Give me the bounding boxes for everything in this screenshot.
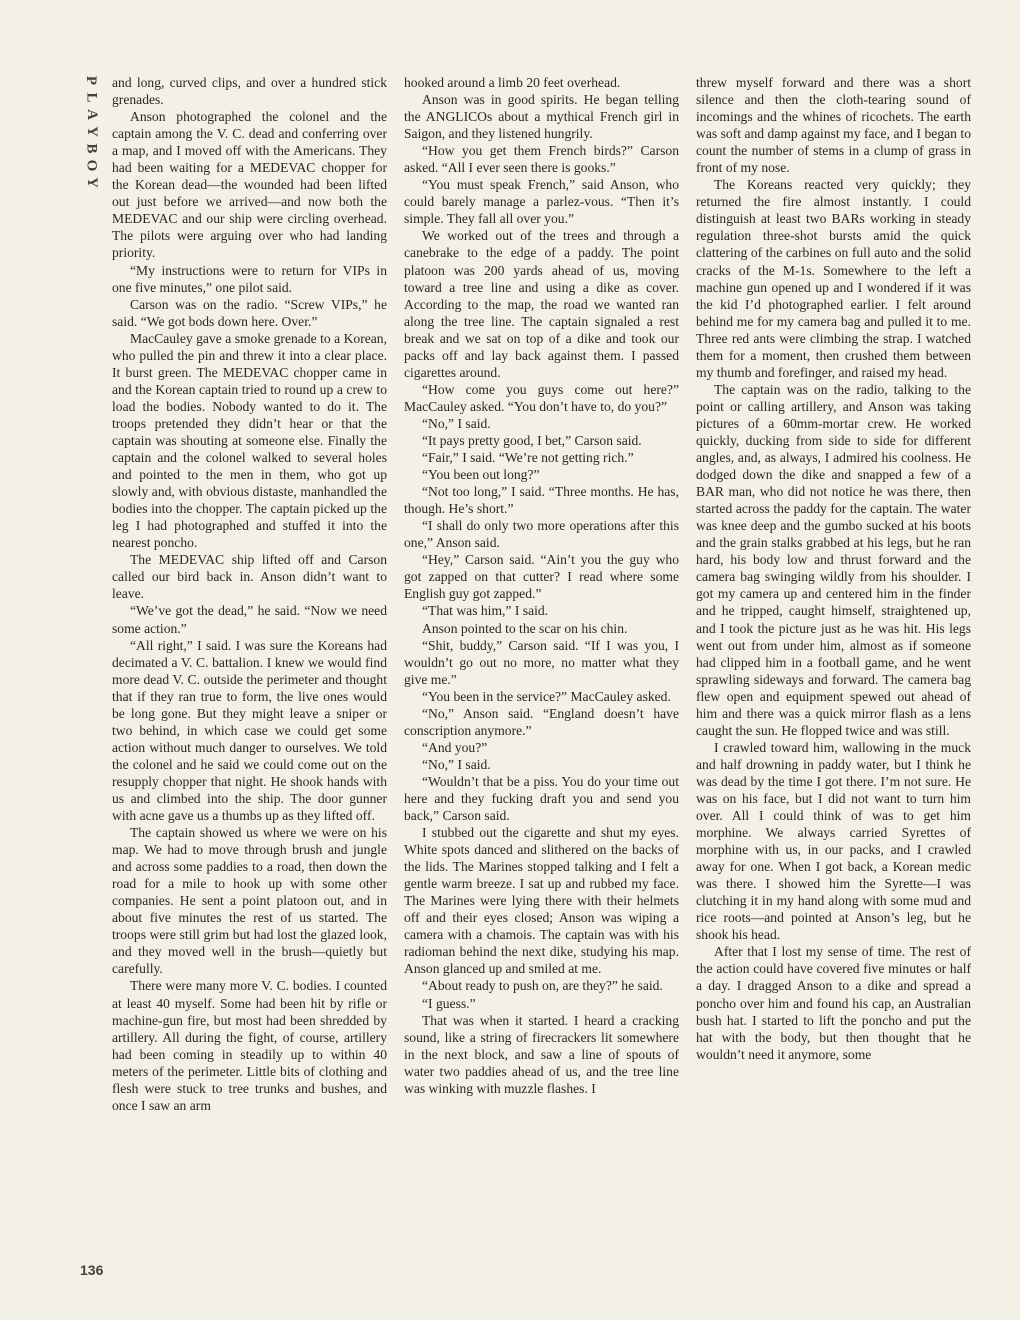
paragraph: “You been in the service?” MacCauley asked.	[422, 688, 671, 704]
paragraph: “I shall do only two more operations after this one,” Anson said.	[404, 518, 679, 551]
masthead-letter: O	[83, 159, 100, 172]
masthead-letter: Y	[83, 177, 100, 188]
paragraph: “No,” I said.	[422, 415, 491, 431]
masthead-letter: P	[83, 75, 100, 86]
paragraph: “Wouldn’t that be a piss. You do your time out here and they fucking draft you and send you back,” Carson said.	[404, 773, 679, 824]
paragraph: The MEDEVAC ship lifted off and Carson called our bird back in. Anson didn’t want to leave.	[112, 552, 387, 602]
paragraph: The Koreans reacted very quickly; they returned the fire almost instantly. I could distinguish at least two BARs working in steady regulation three-shot bursts amid the quick clattering of the carbines on full auto and the solid cracks of the M-1s. Somewhere to the left a machine gun opened up and I wondered if it was the kid I’d photographed earlier. I felt around behind me for my camera bag and pulled it to me. Three red ants were climbing the strap. I watched them for a moment, then crushed them between my thumb and forefinger, and raised my head.	[696, 177, 971, 380]
paragraph: Anson pointed to the scar on his chin.	[422, 620, 628, 636]
paragraph: I crawled toward him, wallowing in the muck and half drowning in paddy water, but I think he was dead by the time I got there. I’m not sure. He was on his face, but I did not want to turn him over. All I could think of was to get him morphine. We always carried Syrettes of morphine with us, in our packs, and I crawled away for one. When I got back, a Korean medic was there. I showed him the Syrette—I was clutching it in my hand along with some mud and rice roots—and pointed at Anson’s leg, but he shook his head.	[696, 739, 971, 943]
masthead-letter: B	[83, 143, 100, 154]
paragraph: threw myself forward and there was a short silence and then the cloth-tearing sound of incomings and the whines of ricochets. The earth was soft and damp against my face, and I began to count the number of stems in a clump of grass in front of my nose.	[696, 75, 971, 176]
paragraph: “About ready to push on, are they?” he said.	[422, 978, 663, 994]
paragraph: “My instructions were to return for VIPs in one five minutes,” one pilot said.	[112, 262, 387, 295]
paragraph: “You must speak French,” said Anson, who could barely manage a parlez-vous. “Then it’s simple. They fall all over you.”	[404, 177, 679, 227]
text-column-3	[696, 74, 971, 1063]
paragraph: “I guess.”	[422, 995, 476, 1011]
paragraph: That was when it started. I heard a cracking sound, like a string of firecrackers lit somewhere in the next block, and saw a line of spouts of water two paddies ahead of us, and the tree line was winking with muzzle flashes. I	[404, 1012, 679, 1096]
paragraph: “No,” I said.	[422, 756, 491, 772]
paragraph: There were many more V. C. bodies. I counted at least 40 myself. Some had been hit by rifle or machine-gun fire, but most had been shredded by artillery. All during the fight, of course, artillery had been coming in steadily up to within 40 meters of the perimeter. Little bits of clothing and flesh were stuck to tree trunks and bushes, and once I saw an arm	[112, 978, 387, 1113]
masthead-letter: Y	[83, 126, 100, 137]
masthead-letter: L	[83, 92, 100, 103]
paragraph: hooked around a limb 20 feet overhead.	[404, 75, 621, 90]
paragraph: After that I lost my sense of time. The rest of the action could have covered five minutes or half a day. I dragged Anson to a dike and spread a poncho over him and found his cap, an Australian bush hat. I started to lift the poncho and put the hat with the body, but then thought that he wouldn’t need it anymore, some	[696, 944, 971, 1062]
masthead	[80, 72, 102, 191]
paragraph: We worked out of the trees and through a canebrake to the edge of a paddy. The point platoon was 200 yards ahead of us, moving toward a tree line and using a dike as cover. According to the map, the road we wanted ran along the tree line. The captain signaled a rest break and we sat on top of a dike and took our packs off and lay back against them. I passed cigarettes around.	[404, 228, 679, 380]
paragraph: Anson was in good spirits. He began telling the ANGLICOs about a mythical French girl in Saigon, and they listened hungrily.	[404, 92, 679, 142]
paragraph: Anson photographed the colonel and the captain among the V. C. dead and conferring over a map, and I moved off with the Americans. They had been waiting for a MEDEVAC chopper for the Korean dead—the wounded had been lifted out just before we arrived—and now both the MEDEVAC and our ship were circling overhead. The pilots were arguing over who had landing priority.	[112, 109, 387, 261]
paragraph: The captain was on the radio, talking to the point or calling artillery, and Anson was taking pictures of a 60mm-mortar crew. He worked quickly, ducking from side to side for different angles, and, as always, I admired his coolness. He dodged down the dike and snapped a few of a BAR man, who did not notice he was there, then started across the paddy for the captain. The water was knee deep and the gumbo sucked at his boots and the grain stalks grabbed at his legs, but he ran hard, his body low and thrust forward and the camera bag swinging wildly from his shoulder. I got my camera up and centered him in the finder and he tripped, caught himself, straightened up, and I took the picture just as he was hit. His legs went out from under him, almost as if someone had clipped him in a football game, and he went sprawling sideways and forward. The camera bag flew open and equipment spewed out ahead of him and there was a quick mirror flash as a lens caught the sun. He flopped twice and was still.	[696, 381, 971, 738]
paragraph: “And you?”	[422, 739, 488, 755]
paragraph: I stubbed out the cigarette and shut my eyes. White spots danced and slithered on the backs of the lids. The Marines stopped talking and I felt a gentle warm breeze. I sat up and rubbed my face. The Marines were lying there with their helmets off and their eyes closed; Anson was wiping a camera with a chamois. The captain was with his radioman behind the next dike, studying his map. Anson glanced up and smiled at me.	[404, 825, 679, 977]
paragraph: “All right,” I said. I was sure the Koreans had decimated a V. C. battalion. I knew we would find more dead V. C. outside the perimeter and thought that if they ran true to form, the live ones would be long gone. But they might leave a sniper or two behind, in which case we could get some action without much danger to ourselves. We told the colonel and he said we could come out on the resupply chopper that night. He shook hands with us and climbed into the ship. The door gunner with acne gave us a thumbs up as they lifted off.	[112, 637, 387, 824]
paragraph: “We’ve got the dead,” he said. “Now we need some action.”	[112, 603, 387, 636]
paragraph: and long, curved clips, and over a hundred stick grenades.	[112, 75, 387, 108]
paragraph: “That was him,” I said.	[422, 603, 549, 619]
text-column-2	[404, 74, 679, 1097]
paragraph: Carson was on the radio. “Screw VIPs,” he said. “We got bods down here. Over.”	[112, 296, 387, 329]
paragraph: “Not too long,” I said. “Three months. He has, though. He’s short.”	[404, 484, 679, 517]
masthead-letter: A	[83, 109, 100, 120]
paragraph: “No,” Anson said. “England doesn’t have conscription anymore.”	[404, 705, 679, 738]
paragraph: “You been out long?”	[422, 467, 540, 483]
page-number: 136	[80, 1262, 104, 1278]
paragraph: “Shit, buddy,” Carson said. “If I was you, I wouldn’t go out no more, no matter what they give me.”	[404, 637, 679, 687]
paragraph: “Fair,” I said. “We’re not getting rich.”	[422, 450, 634, 466]
paragraph: MacCauley gave a smoke grenade to a Korean, who pulled the pin and threw it into a clear place. It burst green. The MEDEVAC chopper came in and the Korean captain tried to round up a crew to load the bodies. Nobody wanted to do it. The troops pretended they didn’t hear or that the captain was shouting at someone else. Finally the captain and the colonel walked to several holes and pointed to the men in them, who got up slowly and, with obvious distaste, manhandled the bodies into the chopper. The captain picked up the leg I had photographed and stuffed it into the nearest poncho.	[112, 330, 387, 551]
paragraph: “Hey,” Carson said. “Ain’t you the guy who got zapped on that cutter? I read where some English guy got zapped.”	[404, 552, 679, 602]
paragraph: “How come you guys come out here?” MacCauley asked. “You don’t have to, do you?”	[404, 381, 679, 414]
paragraph: “It pays pretty good, I bet,” Carson said.	[422, 432, 642, 448]
paragraph: “How you get them French birds?” Carson asked. “All I ever seen there is gooks.”	[404, 143, 679, 176]
paragraph: The captain showed us where we were on his map. We had to move through brush and jungle and across some paddies to a road, then down the road for a mile to hook up with some other companies. He sent a point platoon out, and in about five minutes the rest of us started. The troops were still grim but had lost the glazed look, and they moved well in the brush—quietly but carefully.	[112, 825, 387, 977]
text-column-1	[112, 74, 387, 1114]
